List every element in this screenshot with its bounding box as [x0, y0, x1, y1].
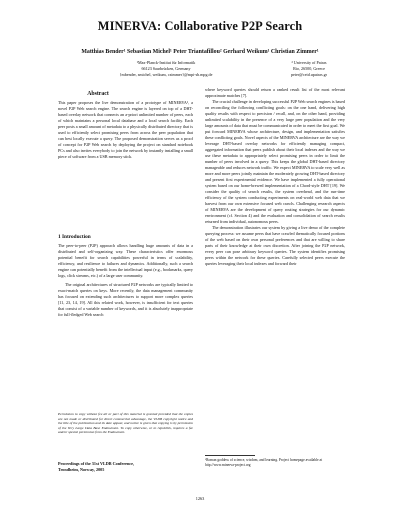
proceedings-line: Proceedings of the 31st VLDB Conference,: [58, 461, 135, 466]
affiliation-line: ¹Max-Planck-Institut für Informatik: [136, 60, 196, 65]
affiliation-mpi: [106, 60, 226, 78]
affiliation-line: Rio, 26500, Greece: [293, 66, 325, 72]
affiliation-line: 66123 Saarbrücken, Germany: [141, 66, 191, 72]
proceedings-info: [58, 461, 193, 473]
footnote-divider: [205, 455, 255, 456]
body-paragraph: The crucial challenge in developing successful P2P Web search engines is based on reconciling the following conflicting goals: on the one hand, delivering high quality results with respect to precision / recall, and, on the other hand, providing unlimited scalability in the presence of a very large peer population and the very large amounts of data that must be communicated in order to meet the first goal. We put forward MINERVA whose architecture, design, and implementation satisfies these conflicting goals. Novel aspects of the MINERVA architecture are the way we leverage DHT-based overlay networks for efficiently managing compact, aggregated information that peers publish about their local indexes and the way we use these metadata to appropriately select promising peers in order to limit the number of peers involved in a query. This keeps the global DHT-based directory manageable and reduces network traffic. We expect MINERVA to scale very well as more and more peers jointly maintain the moderately growing DHT-based directory and present first experimental evidence. We have implemented a fully operational system based on our home-brewed implementation of a Chord-style DHT [19]. We consider the quality of search results, the system overhead, and the run-time efficiency of the system conducting experiments on real-world web data that we harvest from our own extensive focused web crawls. Challenging research aspects of MINERVA are the development of query routing strategies for our dynamic environment (cf. Section 4) and the evaluation and consolidation of search results returned from individual, autonomous peers.: [205, 99, 345, 225]
permission-notice: Permission to copy without fee all or part of this material is granted provided that the copies are not made or distributed for direct commercial advantage, the VLDB copyright notice and the title of the publication and its date appear, and notice is given that copying is by permission of the Very Large Data Base Endowment. To copy otherwise, or to republish, requires a fee and/or special permission from the Endowment.: [58, 412, 193, 435]
footnote: ¹Roman goddess of science, wisdom, and learning. Project homepage available at http://www.minerva-project.org: [205, 458, 323, 467]
right-column-body: [205, 87, 345, 267]
body-paragraph: where keyword queries should return a ranked result list of the most relevant approximate matches [7].: [205, 87, 345, 99]
introduction-paragraph: The original architectures of structured P2P networks are typically limited to exact-match queries on keys. More recently, the data management community has focused on extending such architectures to support more complex queries [11, 23, 14, 19]. All this related work, however, is insufficient for text queries that consist of a variable number of keywords, and it is absolutely inappropriate for full-fledged Web search: [58, 282, 193, 318]
affiliation-line: ² University of Patras: [291, 60, 327, 65]
body-paragraph: The demonstration illustrates our system by giving a live demo of the complete querying process: we assume peers that have crawled thematically focused portions of the web based on their own personal preferences and that are willing to share parts of their knowledge at their own discretion. After joining the P2P network, every peer can pose arbitrary keyword queries. The system identifies promising peers within the network for these queries. Carefully selected peers execute the queries leveraging their local indexes and forward their: [205, 225, 345, 267]
affiliation-line: {mbender, smichel, weikum, czimmer}@mpi-sb.mpg.de: [119, 72, 213, 78]
abstract-text: This paper proposes the live demonstration of a prototype of MINERVA¹, a novel P2P Web search engine. The search engine is layered on top of a DHT-based overlay network that connects an a-priori unlimited number of peers, each of which maintains a personal local database and a local search facility. Each peer posts a small amount of metadata to a physically distributed directory that is used to efficiently select promising peers from across the peer population that can best locally execute a query. The proposed demonstration serves as a proof of concept for P2P Web search by deploying the project on standard notebook PCs and also invites everybody to join the network by instantly installing a small piece of software from a USB memory stick.: [58, 100, 193, 160]
affiliation-patras: [264, 60, 354, 78]
introduction-body: [58, 243, 193, 318]
affiliation-line: peter@ceid.upatras.gr: [290, 72, 328, 78]
proceedings-line: Trondheim, Norway, 2005: [58, 466, 105, 472]
page-number: 1263: [195, 496, 205, 501]
author-list: Matthias Bender¹ Sebastian Michel¹ Peter Triantafillou² Gerhard Weikum¹ Christian Zimmer¹: [81, 49, 319, 55]
introduction-paragraph: The peer-to-peer (P2P) approach allows handling huge amounts of data in a distributed and self-organizing way. These characteristics offer enormous potential benefit for search capabilities powerful in terms of scalability, efficiency, and resilience to failures and dynamics. Additionally, such a search engine can potentially benefit from the intellectual input (e.g., bookmarks, query logs, click streams, etc.) of a large user community.: [58, 243, 193, 279]
abstract-heading: Abstract: [87, 91, 109, 97]
abstract-body: [58, 100, 193, 160]
paper-title: MINERVA: Collaborative P2P Search: [97, 19, 303, 33]
section-heading-introduction: 1 Introduction: [58, 234, 91, 240]
